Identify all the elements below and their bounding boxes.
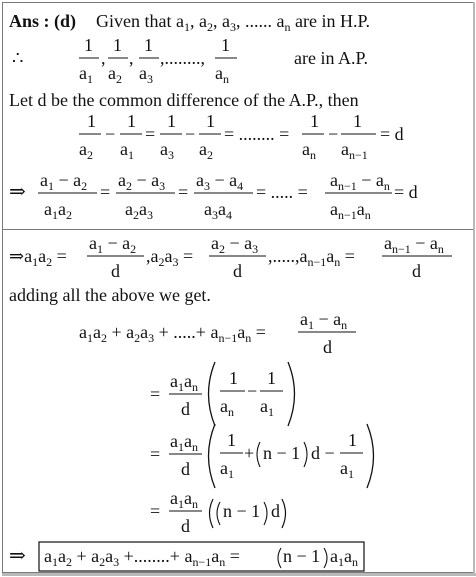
svg-text:1: 1 <box>221 35 230 55</box>
svg-text:a1an: $a_1a_n$ <box>170 431 198 454</box>
svg-text:d: d <box>181 399 190 419</box>
svg-text:n − 1: n − 1 <box>263 443 301 463</box>
svg-text:,: , <box>101 48 106 68</box>
answer-header <box>9 11 370 34</box>
svg-text:a1an: $a_1a_n$ <box>170 371 198 394</box>
svg-text:a3 − a4: $a_3 - a_4$ <box>196 170 244 193</box>
svg-text:=: = <box>150 444 161 464</box>
difference-ratio-equation <box>9 170 418 222</box>
svg-text:a2a3: $a_2a_3$ <box>125 199 153 222</box>
svg-text:,.....,an−1an =: $,.....,a_{n-1}a_n$ = <box>268 246 355 269</box>
svg-text:an−1an: $a_{n-1}a_n$ <box>330 199 371 222</box>
svg-text:a3: $a_3$ <box>160 139 174 162</box>
svg-text:1: 1 <box>353 111 362 131</box>
answer-prefix: Ans : (d) <box>9 11 77 31</box>
svg-text:1: 1 <box>167 111 176 131</box>
svg-text:1: 1 <box>348 430 357 450</box>
product-expressions <box>9 233 452 281</box>
svg-text:d: d <box>181 516 190 536</box>
svg-text:d −: d − <box>311 443 335 463</box>
ap-text: are in A.P. <box>294 48 368 68</box>
svg-text:= d: = d <box>380 124 404 144</box>
svg-text:d: d <box>412 261 421 281</box>
final-implies-arrow: ⇒ <box>9 545 26 567</box>
reciprocals-line <box>12 35 368 86</box>
svg-text:d: d <box>323 337 332 357</box>
svg-text:a2: $a_2$ <box>108 63 122 86</box>
svg-text:n − 1: n − 1 <box>223 501 261 521</box>
svg-text:−: − <box>185 124 196 144</box>
svg-text:an−1: $a_{n-1}$ <box>341 139 368 162</box>
svg-text:a2: $a_2$ <box>79 139 93 162</box>
svg-text:a2 − a3: $a_2 - a_3$ <box>211 233 259 256</box>
svg-text:=: = <box>178 182 189 202</box>
svg-text:1: 1 <box>206 111 215 131</box>
svg-text:a1: $a_1$ <box>120 139 134 162</box>
svg-text:a1 − a2: $a_1 - a_2$ <box>89 233 137 256</box>
svg-text:−: − <box>247 381 258 401</box>
svg-text:1: 1 <box>227 430 236 450</box>
svg-text:a3a4: $a_3a_4$ <box>204 199 232 222</box>
svg-text:1: 1 <box>267 368 276 388</box>
svg-text:+: + <box>244 443 255 463</box>
svg-text:= d: = d <box>394 182 418 202</box>
svg-text:an: $a_n$ <box>220 396 234 419</box>
svg-text:an−1 − an: $a_{n-1} - a_n$ <box>330 170 390 193</box>
svg-text:a1: $a_1$ <box>340 458 354 481</box>
svg-text:d: d <box>233 261 242 281</box>
sum-step-4 <box>150 488 286 536</box>
svg-text:d: d <box>181 459 190 479</box>
svg-text:,........,: ,........, <box>160 48 205 68</box>
svg-text:−: − <box>328 124 339 144</box>
svg-text:1: 1 <box>144 35 153 55</box>
svg-text:a1a2 + a2a3 +........+ an−1an: $a_1a_2 + a_2a_3$ +........+ $a_{n-1}a_n$ = <box>44 546 240 569</box>
svg-text:1: 1 <box>310 111 319 131</box>
sum-step-1 <box>79 309 356 357</box>
svg-text:a1an: $a_1a_n$ <box>170 488 198 511</box>
svg-text:a1: $a_1$ <box>79 63 93 86</box>
svg-text:=: = <box>100 182 111 202</box>
final-result <box>9 542 364 571</box>
svg-text:d: d <box>271 501 280 521</box>
svg-text:,: , <box>129 48 134 68</box>
svg-text:an−1 − an: $a_{n-1} - a_n$ <box>384 233 444 256</box>
svg-text:1: 1 <box>113 35 122 55</box>
svg-text:a3: $a_3$ <box>139 63 153 86</box>
svg-text:⇒a1a2 =: $\Rightarrow a_1a_2$ = <box>9 246 67 269</box>
svg-text:a1a2: $a_1a_2$ <box>44 199 72 222</box>
svg-text:a1 − a2: $a_1 - a_2$ <box>40 170 88 193</box>
svg-text:a1 − an: $a_1 - a_n$ <box>300 309 348 332</box>
svg-text:1: 1 <box>84 35 93 55</box>
svg-text:a2: $a_2$ <box>199 139 213 162</box>
svg-text:a1an: $a_1a_n$ <box>330 546 358 569</box>
svg-text:Given that a1, a2, a3, ......: Given that $a_1$, $a_2$, $a_3$, ...... $a_n$ are in H.P. <box>96 11 370 34</box>
svg-text:a1: $a_1$ <box>260 396 274 419</box>
svg-text:=: = <box>150 501 161 521</box>
svg-text:= ..... =: = ..... = <box>256 182 308 202</box>
svg-text:1: 1 <box>87 111 96 131</box>
adding-text: adding all the above we get. <box>9 285 211 305</box>
svg-text:1: 1 <box>127 111 136 131</box>
svg-text:1: 1 <box>229 368 238 388</box>
let-d-text: Let d be the common difference of the A.P., then <box>9 90 359 110</box>
svg-text:an: $a_n$ <box>302 139 316 162</box>
sum-step-3 <box>150 424 374 488</box>
svg-text:d: d <box>111 261 120 281</box>
common-difference-equation <box>79 111 404 162</box>
svg-text:=: = <box>150 384 161 404</box>
svg-text:=: = <box>145 124 156 144</box>
implies-arrow: ⇒ <box>9 181 26 203</box>
svg-text:,a2a3 =: $,a_2a_3$ = <box>146 246 194 269</box>
svg-text:a1a2 + a2a3 + .....+ an−1an =: $a_1a_2 + a_2a_3$ + .....+ $a_{n-1}a_n$ = <box>79 322 266 345</box>
svg-text:a2 − a3: $a_2 - a_3$ <box>118 170 166 193</box>
svg-text:= ........ =: = ........ = <box>224 124 290 144</box>
sum-step-2 <box>150 362 295 426</box>
svg-text:n − 1: n − 1 <box>283 546 321 566</box>
svg-text:a1: $a_1$ <box>220 458 234 481</box>
svg-text:an: $a_n$ <box>215 63 229 86</box>
therefore-symbol: ∴ <box>12 48 24 68</box>
svg-text:−: − <box>105 124 116 144</box>
